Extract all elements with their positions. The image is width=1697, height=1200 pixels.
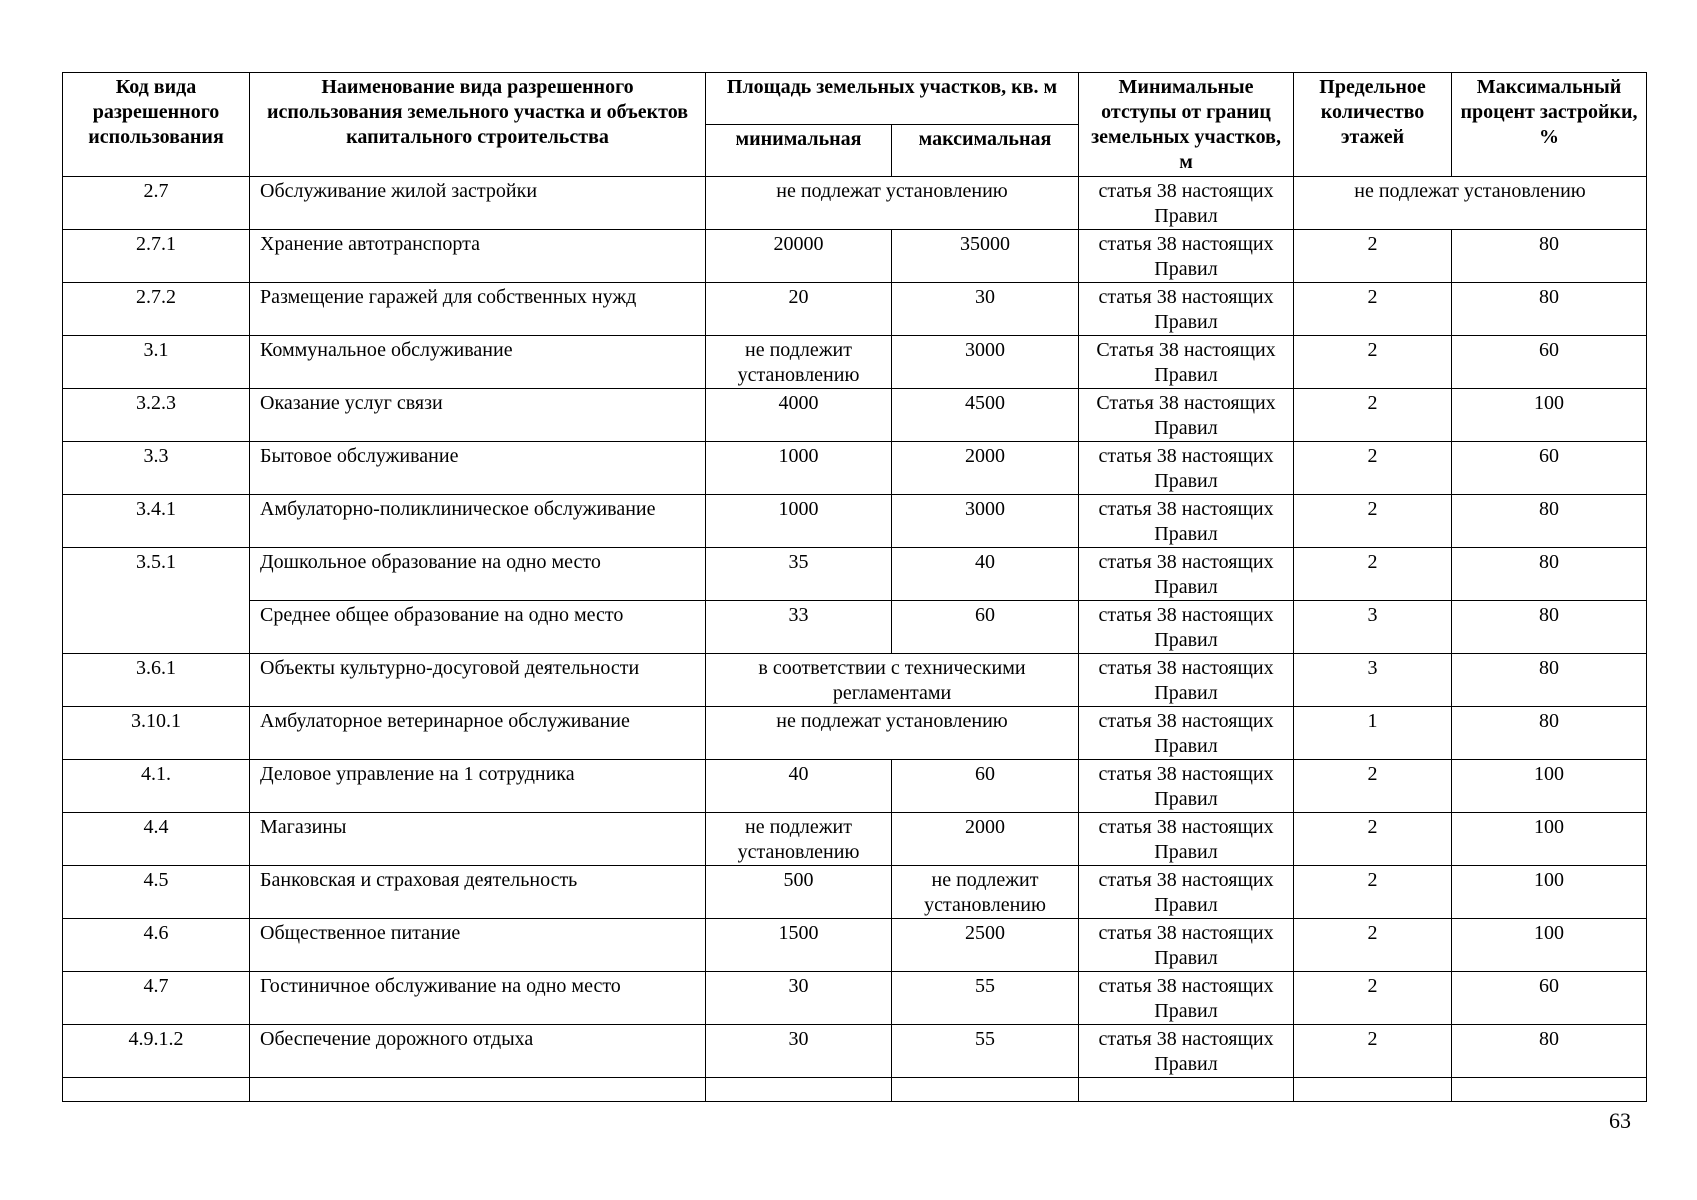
cell-area-min: 40	[706, 760, 892, 813]
cell-setback: статья 38 настоящих Правил	[1079, 707, 1294, 760]
cell-setback: статья 38 настоящих Правил	[1079, 866, 1294, 919]
cell-code: 4.7	[63, 972, 250, 1025]
table-row	[63, 336, 1647, 389]
cell-setback: статья 38 настоящих Правил	[1079, 654, 1294, 707]
cell-setback: статья 38 настоящих Правил	[1079, 813, 1294, 866]
table-row-empty	[63, 1078, 1647, 1102]
cell-area-min: не подлежит установлению	[706, 813, 892, 866]
cell-area-min: 500	[706, 866, 892, 919]
cell-coverage: 100	[1452, 760, 1647, 813]
cell-coverage: 80	[1452, 548, 1647, 601]
cell-name: Бытовое обслуживание	[250, 442, 706, 495]
cell-area-max: 3000	[892, 495, 1079, 548]
cell-code: 3.10.1	[63, 707, 250, 760]
cell-coverage: 80	[1452, 495, 1647, 548]
cell-setback: Статья 38 настоящих Правил	[1079, 336, 1294, 389]
table-row	[63, 707, 1647, 760]
cell-floors: 2	[1294, 336, 1452, 389]
table-row	[63, 813, 1647, 866]
cell-area-merged: не подлежат установлению	[706, 177, 1079, 230]
cell-floors: 2	[1294, 548, 1452, 601]
cell-code: 4.6	[63, 919, 250, 972]
cell-setback: статья 38 настоящих Правил	[1079, 1025, 1294, 1078]
table-row	[63, 177, 1647, 230]
cell-area-max: 60	[892, 601, 1079, 654]
cell-area-min: 35	[706, 548, 892, 601]
permitted-use-table	[62, 72, 1647, 1102]
table-row	[63, 760, 1647, 813]
cell-coverage: 100	[1452, 389, 1647, 442]
cell-coverage: 80	[1452, 707, 1647, 760]
cell-setback: статья 38 настоящих Правил	[1079, 442, 1294, 495]
cell-coverage: 80	[1452, 230, 1647, 283]
cell-floors: 2	[1294, 230, 1452, 283]
cell-area-max: 2000	[892, 442, 1079, 495]
table-row	[63, 654, 1647, 707]
cell-area-max: 30	[892, 283, 1079, 336]
header-floors: Предельное количество этажей	[1294, 73, 1452, 177]
cell-coverage: 60	[1452, 972, 1647, 1025]
header-area: Площадь земельных участков, кв. м	[706, 73, 1079, 125]
cell-floors: 2	[1294, 442, 1452, 495]
cell-coverage: 80	[1452, 283, 1647, 336]
cell-name: Обеспечение дорожного отдыха	[250, 1025, 706, 1078]
cell-area-min: 1000	[706, 495, 892, 548]
table-body	[63, 177, 1647, 1102]
table-row	[63, 389, 1647, 442]
cell-name: Банковская и страховая деятельность	[250, 866, 706, 919]
cell-coverage: 100	[1452, 866, 1647, 919]
cell-area-max: 2500	[892, 919, 1079, 972]
header-area-min: минимальная	[706, 125, 892, 177]
cell-floors: 1	[1294, 707, 1452, 760]
table-row	[63, 601, 1647, 654]
cell-area-max: 35000	[892, 230, 1079, 283]
cell-setback: статья 38 настоящих Правил	[1079, 919, 1294, 972]
cell-coverage: 80	[1452, 654, 1647, 707]
cell-code: 3.4.1	[63, 495, 250, 548]
cell-area-min: 20	[706, 283, 892, 336]
cell-coverage: 60	[1452, 336, 1647, 389]
cell-area-min: 20000	[706, 230, 892, 283]
cell-name: Гостиничное обслуживание на одно место	[250, 972, 706, 1025]
cell-area-max: 40	[892, 548, 1079, 601]
cell-code: 3.1	[63, 336, 250, 389]
cell-code: 4.4	[63, 813, 250, 866]
cell-name: Среднее общее образование на одно место	[250, 601, 706, 654]
cell-area-max: 3000	[892, 336, 1079, 389]
cell-area-min: 1500	[706, 919, 892, 972]
cell-area-max: не подлежит установлению	[892, 866, 1079, 919]
cell-coverage: 60	[1452, 442, 1647, 495]
header-area-max: максимальная	[892, 125, 1079, 177]
table-header	[63, 73, 1647, 177]
cell-name: Коммунальное обслуживание	[250, 336, 706, 389]
cell-setback: статья 38 настоящих Правил	[1079, 972, 1294, 1025]
cell-code: 4.9.1.2	[63, 1025, 250, 1078]
cell-setback: статья 38 настоящих Правил	[1079, 230, 1294, 283]
table-row	[63, 230, 1647, 283]
cell-floors: 2	[1294, 919, 1452, 972]
cell-coverage: 80	[1452, 1025, 1647, 1078]
cell-name: Магазины	[250, 813, 706, 866]
cell-setback: статья 38 настоящих Правил	[1079, 177, 1294, 230]
cell-code: 2.7.1	[63, 230, 250, 283]
table-row	[63, 548, 1647, 601]
cell-area-max: 55	[892, 972, 1079, 1025]
cell-floors: 2	[1294, 813, 1452, 866]
cell-floors: 2	[1294, 866, 1452, 919]
cell-name: Размещение гаражей для собственных нужд	[250, 283, 706, 336]
cell-floors: 2	[1294, 283, 1452, 336]
cell-name: Объекты культурно-досуговой деятельности	[250, 654, 706, 707]
header-coverage: Максимальный процент застройки, %	[1452, 73, 1647, 177]
cell-area-merged: в соответствии с техническими регламентами	[706, 654, 1079, 707]
cell-code: 3.6.1	[63, 654, 250, 707]
cell-code: 3.3	[63, 442, 250, 495]
cell-name: Оказание услуг связи	[250, 389, 706, 442]
cell-setback: статья 38 настоящих Правил	[1079, 548, 1294, 601]
cell-floors: 2	[1294, 972, 1452, 1025]
cell-code: 3.2.3	[63, 389, 250, 442]
cell-area-max: 55	[892, 1025, 1079, 1078]
cell-floors: 2	[1294, 495, 1452, 548]
cell-name: Хранение автотранспорта	[250, 230, 706, 283]
page-number: 63	[1609, 1108, 1631, 1133]
table-row	[63, 972, 1647, 1025]
cell-setback: Статья 38 настоящих Правил	[1079, 389, 1294, 442]
cell-area-max: 4500	[892, 389, 1079, 442]
cell-coverage: 80	[1452, 601, 1647, 654]
cell-area-merged: не подлежат установлению	[706, 707, 1079, 760]
cell-coverage: 100	[1452, 813, 1647, 866]
cell-floors: 3	[1294, 601, 1452, 654]
header-code: Код вида разрешенного использования	[63, 73, 250, 177]
cell-name: Общественное питание	[250, 919, 706, 972]
cell-area-min: не подлежит установлению	[706, 336, 892, 389]
cell-floors-coverage-merged: не подлежат установлению	[1294, 177, 1647, 230]
table-row	[63, 442, 1647, 495]
cell-area-min: 4000	[706, 389, 892, 442]
cell-area-max: 60	[892, 760, 1079, 813]
table-row	[63, 1025, 1647, 1078]
cell-area-min: 30	[706, 972, 892, 1025]
header-name: Наименование вида разрешенного использования земельного участка и объектов капитального строительства	[250, 73, 706, 177]
cell-code: 2.7.2	[63, 283, 250, 336]
cell-name: Амбулаторно-поликлиническое обслуживание	[250, 495, 706, 548]
cell-code: 4.5	[63, 866, 250, 919]
cell-area-max: 2000	[892, 813, 1079, 866]
cell-code: 4.1.	[63, 760, 250, 813]
table-row	[63, 283, 1647, 336]
cell-floors: 2	[1294, 1025, 1452, 1078]
header-setback: Минимальные отступы от границ земельных участков, м	[1079, 73, 1294, 177]
cell-area-min: 30	[706, 1025, 892, 1078]
cell-name: Обслуживание жилой застройки	[250, 177, 706, 230]
cell-floors: 2	[1294, 760, 1452, 813]
table-row	[63, 866, 1647, 919]
cell-floors: 3	[1294, 654, 1452, 707]
table-row	[63, 919, 1647, 972]
cell-name: Дошкольное образование на одно место	[250, 548, 706, 601]
cell-code: 2.7	[63, 177, 250, 230]
cell-floors: 2	[1294, 389, 1452, 442]
table-row	[63, 495, 1647, 548]
cell-setback: статья 38 настоящих Правил	[1079, 495, 1294, 548]
cell-setback: статья 38 настоящих Правил	[1079, 601, 1294, 654]
cell-name: Деловое управление на 1 сотрудника	[250, 760, 706, 813]
cell-name: Амбулаторное ветеринарное обслуживание	[250, 707, 706, 760]
cell-area-min: 1000	[706, 442, 892, 495]
cell-setback: статья 38 настоящих Правил	[1079, 760, 1294, 813]
cell-area-min: 33	[706, 601, 892, 654]
cell-coverage: 100	[1452, 919, 1647, 972]
cell-code: 3.5.1	[63, 548, 250, 654]
cell-setback: статья 38 настоящих Правил	[1079, 283, 1294, 336]
